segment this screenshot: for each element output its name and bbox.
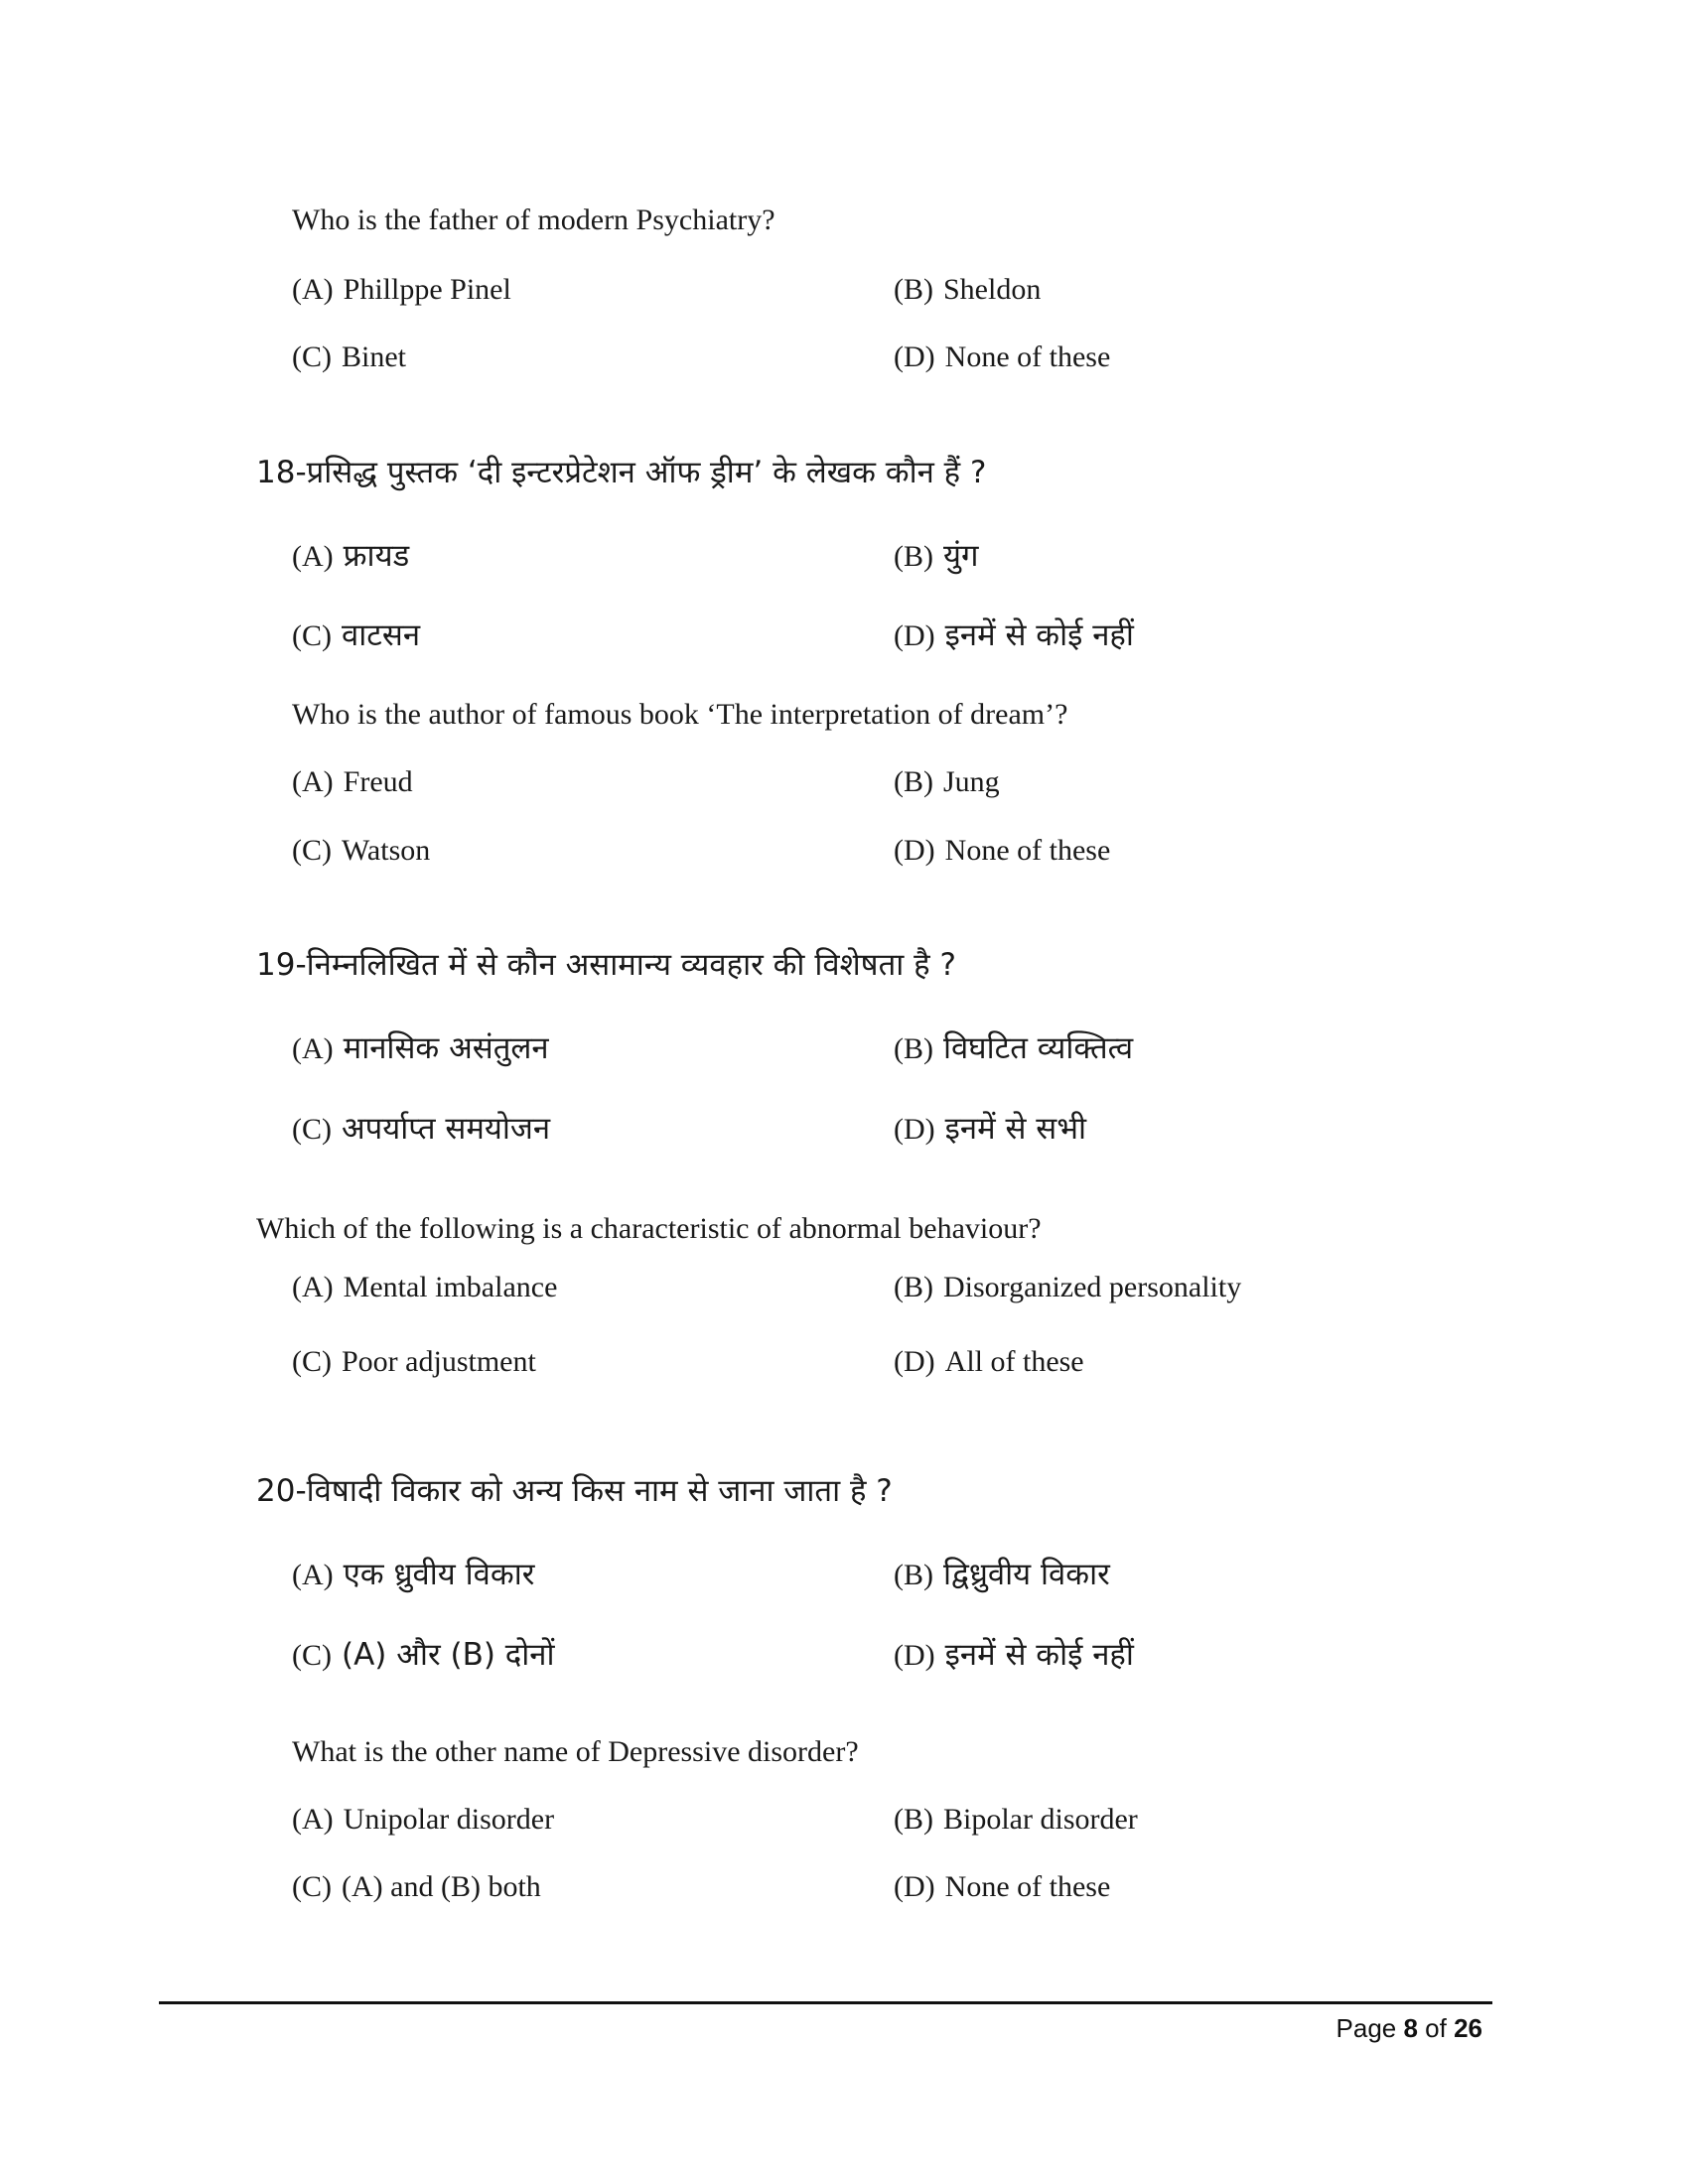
page-prefix: Page (1336, 2013, 1404, 2043)
option-d (894, 338, 1110, 377)
option-label: (D) (894, 1113, 935, 1146)
option-label: (B) (894, 1032, 933, 1065)
option-b (894, 1800, 1138, 1840)
option-text: विघटित व्यक्तित्व (943, 1030, 1134, 1066)
option-label: (C) (292, 834, 332, 867)
option-text: All of these (944, 1345, 1084, 1378)
page-middle: of (1417, 2013, 1455, 2043)
option-label: (A) (292, 1032, 334, 1065)
option-text: द्विध्रुवीय विकार (943, 1557, 1110, 1592)
option-c (292, 1109, 550, 1150)
option-label: (A) (292, 1559, 334, 1591)
option-label: (D) (894, 1639, 935, 1672)
question-20-hindi: 20-विषादी विकार को अन्य किस नाम से जाना जाता है ? (256, 1473, 893, 1509)
option-a (292, 1555, 534, 1595)
question-18-english: Who is the author of famous book ‘The interpretation of dream’? (292, 698, 1068, 731)
question-19-hindi: 19-निम्नलिखित में से कौन असामान्य व्यवहार की विशेषता है ? (256, 947, 956, 983)
option-label: (B) (894, 1271, 933, 1303)
option-text: Unipolar disorder (343, 1803, 555, 1836)
option-d (894, 831, 1110, 871)
option-label: (B) (894, 1559, 933, 1591)
option-text: (A) and (B) both (342, 1870, 541, 1903)
option-b (894, 1555, 1110, 1595)
option-text: (A) और (B) दोनों (342, 1637, 555, 1673)
option-b (894, 762, 1000, 802)
option-text: वाटसन (342, 617, 421, 653)
option-text: Phillppe Pinel (343, 273, 511, 306)
option-label: (A) (292, 1803, 334, 1836)
option-d (894, 1635, 1134, 1676)
option-text: इनमें से कोई नहीं (944, 1637, 1134, 1673)
option-d (894, 615, 1134, 656)
option-label: (D) (894, 1345, 935, 1378)
option-b (894, 1268, 1241, 1307)
option-text: Poor adjustment (342, 1345, 536, 1378)
question-18-hindi: 18-प्रसिद्ध पुस्तक ‘दी इन्टरप्रेटेशन ऑफ ड्रीम’ के लेखक कौन हैं ? (256, 455, 987, 490)
option-label: (D) (894, 619, 935, 652)
option-text: Watson (342, 834, 431, 867)
option-d (894, 1867, 1110, 1907)
option-c (292, 1635, 555, 1676)
footer-divider (159, 2001, 1492, 2004)
option-label: (C) (292, 341, 332, 373)
option-text: फ्रायड (343, 538, 410, 574)
option-label: (C) (292, 1345, 332, 1378)
option-c (292, 338, 406, 377)
option-c (292, 831, 430, 871)
page-number (1336, 2011, 1482, 2045)
option-b (894, 536, 978, 577)
option-label: (A) (292, 1271, 334, 1303)
option-text: Freud (343, 765, 413, 798)
option-d (894, 1342, 1084, 1382)
question-17-english: Who is the father of modern Psychiatry? (292, 204, 775, 236)
option-text: मानसिक असंतुलन (343, 1030, 549, 1066)
option-text: Jung (943, 765, 1000, 798)
option-a (292, 1800, 554, 1840)
option-c (292, 1342, 536, 1382)
option-label: (B) (894, 540, 933, 573)
option-text: None of these (944, 1870, 1111, 1903)
option-label: (A) (292, 273, 334, 306)
option-label: (A) (292, 540, 334, 573)
option-c (292, 615, 420, 656)
option-label: (C) (292, 1639, 332, 1672)
option-label: (C) (292, 619, 332, 652)
option-b (894, 270, 1041, 310)
option-label: (B) (894, 765, 933, 798)
option-text: None of these (944, 834, 1111, 867)
option-a (292, 1268, 557, 1307)
option-text: इनमें से सभी (944, 1111, 1087, 1147)
option-label: (B) (894, 273, 933, 306)
option-text: Bipolar disorder (943, 1803, 1138, 1836)
option-text: अपर्याप्त समयोजन (342, 1111, 551, 1147)
option-label: (A) (292, 765, 334, 798)
option-a (292, 762, 413, 802)
option-label: (C) (292, 1870, 332, 1903)
option-text: Sheldon (943, 273, 1042, 306)
option-label: (B) (894, 1803, 933, 1836)
option-a (292, 536, 409, 577)
option-text: युंग (943, 538, 979, 574)
option-label: (D) (894, 341, 935, 373)
option-text: Mental imbalance (343, 1271, 558, 1303)
option-text: Binet (342, 341, 406, 373)
option-text: इनमें से कोई नहीं (944, 617, 1134, 653)
page-total: 26 (1454, 2013, 1482, 2043)
option-label: (D) (894, 1870, 935, 1903)
option-a (292, 270, 511, 310)
option-text: एक ध्रुवीय विकार (343, 1557, 535, 1592)
option-c (292, 1867, 541, 1907)
option-a (292, 1028, 549, 1069)
question-19-english: Which of the following is a characteristic of abnormal behaviour? (256, 1212, 1042, 1245)
option-text: None of these (944, 341, 1111, 373)
option-d (894, 1109, 1086, 1150)
option-b (894, 1028, 1133, 1069)
option-label: (D) (894, 834, 935, 867)
option-text: Disorganized personality (943, 1271, 1242, 1303)
page-current: 8 (1403, 2013, 1418, 2043)
option-label: (C) (292, 1113, 332, 1146)
question-20-english: What is the other name of Depressive disorder? (292, 1735, 859, 1768)
